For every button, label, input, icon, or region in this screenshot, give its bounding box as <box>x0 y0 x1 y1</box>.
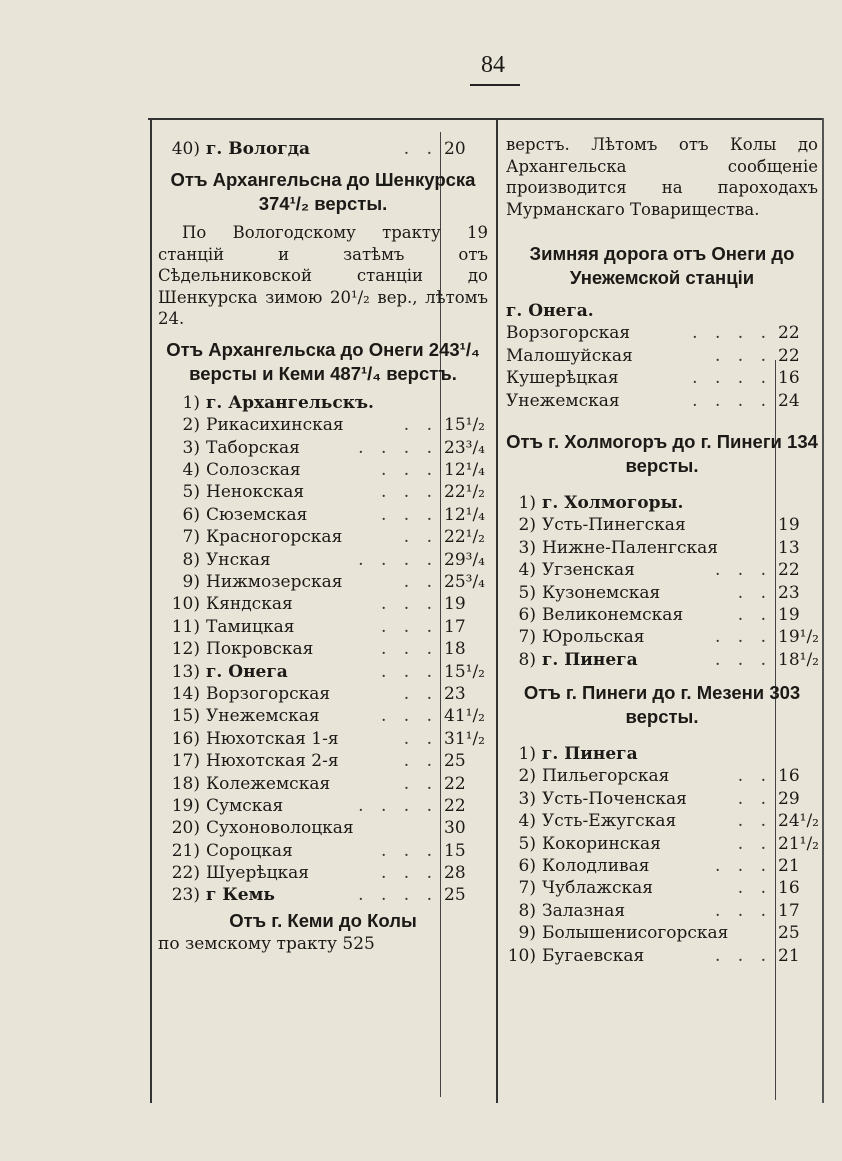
station-num: 5) <box>518 833 536 854</box>
station-name: Нижмозерская <box>206 572 343 593</box>
station-val: 29³/₄ <box>444 549 485 570</box>
station-num: 7) <box>518 627 536 648</box>
station-val: 21 <box>778 856 800 877</box>
station-val: 22¹/₂ <box>444 527 485 548</box>
station-dots: . . <box>737 766 772 787</box>
station-val: 25 <box>778 923 800 944</box>
station-name: Кяндская <box>206 594 293 615</box>
station-num: 4) <box>518 811 536 832</box>
station-num: 3) <box>518 788 536 809</box>
station-row <box>506 649 818 671</box>
station-row <box>158 683 488 705</box>
station-val: 23 <box>778 582 800 603</box>
station-val: 25 <box>444 885 466 906</box>
station-row <box>158 481 488 503</box>
station-row <box>506 367 818 389</box>
station-name: Пильегорская <box>542 766 670 787</box>
station-row <box>506 855 818 877</box>
station-val: 18 <box>444 639 466 660</box>
station-val: 15 <box>444 840 466 861</box>
station-row <box>158 504 488 526</box>
station-row <box>506 900 818 922</box>
station-dots: . . . <box>380 863 438 884</box>
station-name: Болышенисогорская <box>542 923 729 944</box>
station-val: 16 <box>778 766 800 787</box>
station-val: 13 <box>778 537 800 558</box>
station-name: Колежемская <box>206 773 331 794</box>
station-list-onega-kem <box>158 392 488 907</box>
station-val: 22 <box>444 773 466 794</box>
paragraph-kola-steamers: верстъ. Лѣтомъ отъ Колы до Архангельска сообщеніе производится на пароходахъ Мурманскаго Товарищества. <box>506 135 818 219</box>
heading-winter-road: Зимняя дорога отъ Онеги до Унежемской станціи <box>529 243 795 288</box>
station-val: 19 <box>778 604 800 625</box>
station-num: 15) <box>171 706 200 727</box>
station-val: 22 <box>778 323 800 344</box>
station-dots: . . . . <box>358 795 438 816</box>
station-num: 17) <box>171 751 200 772</box>
station-name: Шуерѣцкая <box>206 863 310 884</box>
station-name: Нижне-Паленгская <box>542 537 718 558</box>
station-dots: . . <box>737 833 772 854</box>
station-dots: . . . <box>714 945 772 966</box>
station-dots: . . <box>403 572 438 593</box>
station-dots: . . . <box>380 661 438 682</box>
station-name: Кушерѣцкая <box>506 368 619 389</box>
station-name: Колодливая <box>542 856 650 877</box>
station-val: 22 <box>778 345 800 366</box>
station-num: 19) <box>171 795 200 816</box>
station-dots: . . <box>403 527 438 548</box>
station-dots: . . <box>403 728 438 749</box>
station-row <box>506 514 818 536</box>
station-name: Ворзогорская <box>206 683 331 704</box>
station-row <box>506 604 818 626</box>
station-row <box>158 705 488 727</box>
station-dots: . . . <box>714 649 772 670</box>
station-dots: . . . <box>380 706 438 727</box>
station-num: 3) <box>518 537 536 558</box>
station-val: 12¹/₄ <box>444 460 485 481</box>
station-num: 1) <box>518 492 536 513</box>
station-num: 4) <box>182 460 200 481</box>
station-name: Унежемская <box>206 706 320 727</box>
station-val: 19¹/₂ <box>778 627 819 648</box>
station-name: г. Пинега <box>542 649 638 670</box>
station-num: 1) <box>182 392 200 413</box>
station-row <box>158 549 488 571</box>
station-name: Усть-Пинегская <box>542 515 686 536</box>
station-row <box>506 922 818 944</box>
station-val: 12¹/₄ <box>444 504 485 525</box>
station-dots: . . . . <box>358 885 438 906</box>
station-row <box>506 390 818 412</box>
station-num: 7) <box>518 878 536 899</box>
station-row <box>506 559 818 581</box>
station-val: 31¹/₂ <box>444 728 485 749</box>
station-dots: . . . . <box>692 390 772 411</box>
station-dots: . . . <box>714 345 772 366</box>
station-num: 11) <box>171 616 200 637</box>
paragraph-vologda-tract: По Вологодскому тракту 19 станцій и затѣмъ отъ Сѣдельниковской станціи до Шенкурска зимою 20¹/₂ вер., лѣтомъ 24. <box>158 223 488 329</box>
station-row <box>158 392 488 414</box>
station-row <box>158 571 488 593</box>
station-dots: . . <box>737 878 772 899</box>
station-name: г. Онега <box>206 661 288 682</box>
station-row <box>158 593 488 615</box>
heading-shenkursk: Отъ Архангельсна до Шенкурска 374¹/₂ версты. <box>170 169 476 215</box>
station-num: 6) <box>518 604 536 625</box>
heading-onega-kem: Отъ Архангельска до Онеги 243¹/₄ версты и Кеми 487¹/₄ верстъ. <box>166 338 480 384</box>
station-name: Покровская <box>206 639 314 660</box>
station-dots: . . <box>737 811 772 832</box>
station-dots: . . . . <box>692 323 772 344</box>
page-number: 84 <box>481 52 505 78</box>
station-num: 8) <box>182 549 200 570</box>
station-row <box>158 862 488 884</box>
station-num: 22) <box>171 863 200 884</box>
station-dots: . . <box>403 773 438 794</box>
station-num: 5) <box>182 482 200 503</box>
station-val: 22¹/₂ <box>444 482 485 503</box>
station-val: 19 <box>778 515 800 536</box>
table-frame-top <box>148 118 824 120</box>
station-name: Сухоноволоцкая <box>206 818 354 839</box>
station-row <box>158 638 488 660</box>
station-num: 8) <box>518 900 536 921</box>
station-row <box>158 661 488 683</box>
station-num: 10) <box>507 945 536 966</box>
station-num: 1) <box>518 744 536 765</box>
station-row <box>506 537 818 559</box>
station-val: 18¹/₂ <box>778 649 819 670</box>
station-name: Унская <box>206 549 271 570</box>
station-dots: . . <box>403 683 438 704</box>
station-val: 15¹/₂ <box>444 415 485 436</box>
station-val: 29 <box>778 788 800 809</box>
list1-title: г. Онега. <box>506 301 594 321</box>
station-name: Кузонемская <box>542 582 661 603</box>
station-list-winter-road <box>506 322 818 412</box>
station-dots: . . . <box>714 856 772 877</box>
station-dots: . . <box>737 604 772 625</box>
station-row <box>506 743 818 765</box>
station-row <box>506 322 818 344</box>
station-name: Великонемская <box>542 604 684 625</box>
table-frame-right <box>822 118 824 1103</box>
station-dots: . . . <box>714 900 772 921</box>
station-list-pinega-mezen <box>506 743 818 967</box>
station-dots: . . . <box>380 460 438 481</box>
station-row <box>506 626 818 648</box>
station-name: Нюхотская 2-я <box>206 751 339 772</box>
station-num: 2) <box>182 415 200 436</box>
station-row <box>158 840 488 862</box>
station-dots: . . <box>737 582 772 603</box>
station-row <box>158 728 488 750</box>
station-name: Сороцкая <box>206 840 293 861</box>
station-num: 21) <box>171 840 200 861</box>
station-dots: . . . <box>380 594 438 615</box>
station-row <box>506 945 818 967</box>
station-name: г. Холмогоры. <box>542 492 684 513</box>
station-name: Нюхотская 1-я <box>206 728 339 749</box>
station-row <box>158 750 488 772</box>
station-val: 28 <box>444 863 466 884</box>
station-val: 21¹/₂ <box>778 833 819 854</box>
station-val: 21 <box>778 945 800 966</box>
station-name: Ненокская <box>206 482 305 503</box>
station-row <box>158 884 488 906</box>
station-dots: . . . <box>380 504 438 525</box>
heading-kholmogory-pinega: Отъ г. Холмогоръ до г. Пинеги 134 версты. <box>506 430 818 476</box>
page-number-underline <box>470 84 520 86</box>
station-row <box>158 795 488 817</box>
station-row <box>506 765 818 787</box>
station-dots: . . . <box>714 560 772 581</box>
station-name: Залазная <box>542 900 626 921</box>
station-val: 23³/₄ <box>444 437 485 458</box>
station-num: 7) <box>182 527 200 548</box>
station-val: 22 <box>778 560 800 581</box>
station-dots: . . . <box>380 616 438 637</box>
heading-kem-kola: Отъ г. Кеми до Колы <box>229 909 417 931</box>
station-num: 10) <box>171 594 200 615</box>
station-row <box>506 345 818 367</box>
station-num: 12) <box>171 639 200 660</box>
station-name: Тамицкая <box>206 616 295 637</box>
station-num: 23) <box>171 885 200 906</box>
station-dots: . . <box>403 751 438 772</box>
station-dots: . . . <box>714 627 772 648</box>
left-column <box>158 122 488 955</box>
station-name: Усть-Поченская <box>542 788 687 809</box>
station-row <box>506 810 818 832</box>
station-dots: . . . <box>380 639 438 660</box>
station-num: 20) <box>171 818 200 839</box>
right-column <box>506 122 818 967</box>
station-name: Малошуйская <box>506 345 633 366</box>
station-row <box>506 877 818 899</box>
station-row <box>506 833 818 855</box>
station-dots: . . . . <box>358 437 438 458</box>
station-name: Солозская <box>206 460 301 481</box>
station-name: Красногорская <box>206 527 343 548</box>
station-num: 2) <box>518 766 536 787</box>
station-val: 17 <box>444 616 466 637</box>
station-name: Усть-Ежугская <box>542 811 677 832</box>
zemsky-tract-line: по земскому тракту 525 <box>158 933 375 954</box>
station-name: Таборская <box>206 437 300 458</box>
station-dots: . . <box>737 788 772 809</box>
station-name: Кокоринская <box>542 833 661 854</box>
heading-pinega-mezen: Отъ г. Пинеги до г. Мезени 303 версты. <box>523 682 801 728</box>
station-val: 16 <box>778 368 800 389</box>
station-val: 25³/₄ <box>444 572 485 593</box>
station-row <box>158 437 488 459</box>
station-name: г. Пинега <box>542 744 638 765</box>
station-num: 18) <box>171 773 200 794</box>
station-val: 30 <box>444 818 466 839</box>
station-val: 17 <box>778 900 800 921</box>
station-row <box>158 773 488 795</box>
station-row <box>158 616 488 638</box>
station-num: 4) <box>518 560 536 581</box>
station-val: 23 <box>444 683 466 704</box>
table-frame-left <box>150 118 152 1103</box>
station-row <box>158 817 488 839</box>
station-num: 14) <box>171 683 200 704</box>
station-num: 6) <box>182 504 200 525</box>
station-num: 6) <box>518 856 536 877</box>
station-list-kholmogory-pinega <box>506 492 818 671</box>
station-num: 9) <box>182 572 200 593</box>
station-row <box>158 459 488 481</box>
station-num: 3) <box>182 437 200 458</box>
station-num: 8) <box>518 649 536 670</box>
station-name: Юрольская <box>542 627 645 648</box>
station-row <box>506 492 818 514</box>
station-row <box>506 582 818 604</box>
station-dots: . . <box>403 415 438 436</box>
station-num: 5) <box>518 582 536 603</box>
station-dots: . . . . <box>358 549 438 570</box>
station-val: 41¹/₂ <box>444 706 485 727</box>
station-val: 25 <box>444 751 466 772</box>
station-num: 2) <box>518 515 536 536</box>
station-name: Сумская <box>206 795 284 816</box>
station-num: 13) <box>171 661 200 682</box>
station-val: 19 <box>444 594 466 615</box>
station-name: г Кемь <box>206 885 275 906</box>
station-dots: . . . <box>380 482 438 503</box>
entry-vologda: 40) г. Вологда . . 20 <box>171 139 466 159</box>
station-row <box>158 414 488 436</box>
station-name: Сюземская <box>206 504 308 525</box>
station-val: 22 <box>444 795 466 816</box>
station-dots: . . . . <box>692 368 772 389</box>
station-name: Рикасихинская <box>206 415 344 436</box>
station-val: 24 <box>778 390 800 411</box>
station-name: Ворзогорская <box>506 323 631 344</box>
station-num: 9) <box>518 923 536 944</box>
column-divider <box>496 118 498 1103</box>
station-val: 24¹/₂ <box>778 811 819 832</box>
station-name: Бугаевская <box>542 945 645 966</box>
station-name: г. Архангельскъ. <box>206 392 374 413</box>
station-name: Чублажская <box>542 878 653 899</box>
station-val: 15¹/₂ <box>444 661 485 682</box>
station-row <box>506 788 818 810</box>
station-name: Унежемская <box>506 390 620 411</box>
station-row <box>158 526 488 548</box>
station-name: Угзенская <box>542 560 635 581</box>
station-num: 16) <box>171 728 200 749</box>
station-val: 16 <box>778 878 800 899</box>
station-dots: . . . <box>380 840 438 861</box>
